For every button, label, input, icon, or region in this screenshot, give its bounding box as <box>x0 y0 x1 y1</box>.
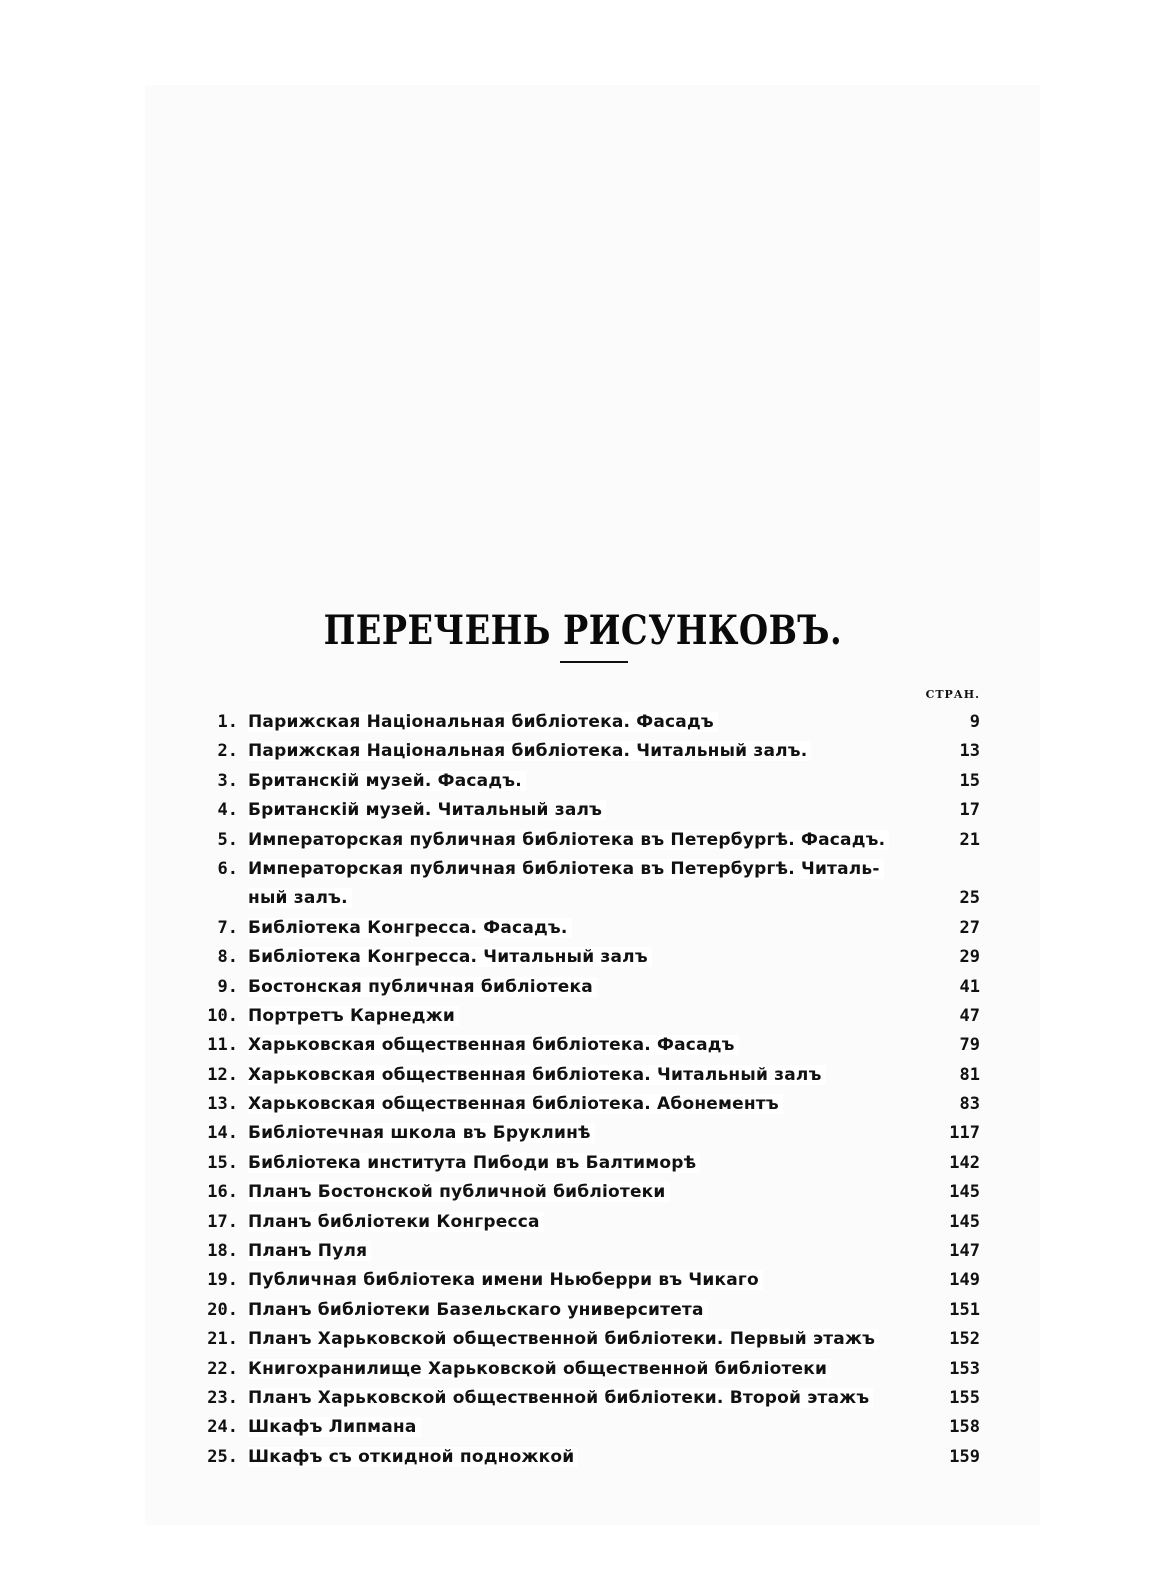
list-item <box>190 1119 990 1148</box>
entry-number: 15. <box>207 1152 238 1173</box>
entry-page-number: 29 <box>959 947 980 968</box>
entry-caption <box>248 1119 913 1148</box>
entry-caption <box>248 1002 913 1031</box>
title-divider <box>560 661 628 663</box>
list-item <box>190 1178 990 1207</box>
entry-caption-text: Шкафъ съ откидной подножкой <box>248 1447 578 1467</box>
entry-page-number: 9 <box>969 712 980 732</box>
entry-page-number: 147 <box>949 1241 980 1262</box>
entry-caption <box>248 1325 913 1354</box>
entry-number: 19. <box>207 1270 238 1291</box>
list-item <box>190 973 990 1002</box>
list-item <box>190 796 990 825</box>
entry-caption-text: Планъ библіотеки Конгресса <box>248 1212 544 1232</box>
list-item <box>190 1090 990 1119</box>
entry-caption-text: Британскій музей. Фасадъ. <box>248 771 526 791</box>
entry-caption-text: Планъ Пуля <box>248 1241 371 1261</box>
page-title: ПЕРЕЧЕНЬ РИСУНКОВЪ. <box>323 606 843 654</box>
entry-number: 22. <box>207 1358 238 1379</box>
page-column-header: СТРАН. <box>925 688 980 701</box>
list-item <box>190 884 990 913</box>
list-item <box>190 855 990 884</box>
entry-caption <box>248 708 913 737</box>
entry-number: 1. <box>217 712 238 732</box>
entry-number: 11. <box>207 1035 238 1056</box>
entry-caption <box>248 1413 913 1442</box>
entry-number: 5. <box>217 829 238 850</box>
entry-page-number: 79 <box>959 1035 980 1056</box>
entry-caption <box>248 1178 913 1207</box>
entry-caption <box>248 1384 913 1413</box>
entry-page-number: 117 <box>949 1123 980 1144</box>
entry-caption <box>248 1237 913 1266</box>
entry-caption-text: Бостонская публичная библіотека <box>248 977 597 997</box>
entry-caption <box>248 1061 913 1090</box>
entry-caption-text: Парижская Національная библіотека. Читальный залъ. <box>248 741 811 761</box>
list-item <box>190 737 990 766</box>
entry-number: 10. <box>207 1005 238 1026</box>
entry-page-number: 149 <box>949 1270 980 1291</box>
list-item <box>190 914 990 943</box>
entries-list <box>190 708 990 1472</box>
list-item <box>190 1208 990 1237</box>
entry-caption-text: Планъ Бостонской публичной библіотеки <box>248 1182 670 1202</box>
entry-number: 14. <box>207 1123 238 1144</box>
entry-caption <box>248 973 913 1002</box>
list-item <box>190 1266 990 1295</box>
entry-number: 4. <box>217 800 238 821</box>
entry-number: 6. <box>217 858 238 879</box>
entry-caption <box>248 737 913 766</box>
entry-page-number: 21 <box>959 829 980 850</box>
entry-caption-text: Планъ Харьковской общественной библіотеки. Второй этажъ <box>248 1388 873 1408</box>
entry-number: 16. <box>207 1182 238 1203</box>
entry-caption <box>248 884 913 913</box>
entry-caption-text: Шкафъ Липмана <box>248 1417 421 1437</box>
entry-caption-text: Публичная библіотека имени Ньюберри въ Чикаго <box>248 1270 763 1290</box>
entry-page-number: 159 <box>949 1446 980 1467</box>
entry-caption-text: Харьковская общественная библіотека. Абонементъ <box>248 1094 783 1114</box>
entry-page-number: 25 <box>959 888 980 909</box>
entry-caption <box>248 855 913 884</box>
entry-number: 9. <box>217 976 238 997</box>
entry-number: 2. <box>217 741 238 762</box>
entry-number: 13. <box>207 1094 238 1115</box>
list-item <box>190 1237 990 1266</box>
entry-number: 3. <box>217 770 238 791</box>
entry-page-number: 152 <box>949 1329 980 1350</box>
entry-caption <box>248 796 913 825</box>
entry-page-number: 158 <box>949 1417 980 1438</box>
entry-caption <box>248 767 913 796</box>
entry-caption <box>248 914 913 943</box>
entry-caption <box>248 943 913 972</box>
entry-page-number: 153 <box>949 1358 980 1379</box>
entry-caption-text: Библіотека Конгресса. Читальный залъ <box>248 947 652 967</box>
entry-caption <box>248 1090 913 1119</box>
entry-caption-text: Планъ Харьковской общественной библіотеки. Первый этажъ <box>248 1329 879 1349</box>
list-item <box>190 826 990 855</box>
entry-caption <box>248 1031 913 1060</box>
entry-page-number: 47 <box>959 1005 980 1026</box>
entry-caption <box>248 1208 913 1237</box>
entry-caption <box>248 1296 913 1325</box>
entry-number: 7. <box>217 917 238 938</box>
entry-caption <box>248 1443 913 1472</box>
list-item <box>190 1002 990 1031</box>
entry-caption-text: Императорская публичная библіотека въ Петербургѣ. Читаль- <box>248 859 884 879</box>
list-item <box>190 1325 990 1354</box>
entry-page-number: 13 <box>959 741 980 762</box>
entry-caption-text: Библіотека Конгресса. Фасадъ. <box>248 918 572 938</box>
entry-caption-text: Книгохранилище Харьковской общественной библіотеки <box>248 1359 831 1379</box>
entry-page-number: 151 <box>949 1299 980 1320</box>
entry-caption-text: Библіотечная школа въ Бруклинѣ <box>248 1123 595 1143</box>
list-item <box>190 943 990 972</box>
entry-page-number: 145 <box>949 1211 980 1232</box>
entry-caption-text: Харьковская общественная библіотека. Фасадъ <box>248 1035 739 1055</box>
entry-caption <box>248 1149 913 1178</box>
entry-caption <box>248 1266 913 1295</box>
entry-number: 20. <box>207 1299 238 1320</box>
list-item <box>190 1384 990 1413</box>
entry-page-number: 145 <box>949 1182 980 1203</box>
entry-number: 18. <box>207 1241 238 1262</box>
list-item <box>190 1355 990 1384</box>
entry-page-number: 41 <box>959 976 980 997</box>
entry-page-number: 15 <box>959 770 980 791</box>
entry-caption-text: Библіотека института Пибоди въ Балтиморѣ <box>248 1153 700 1173</box>
list-item <box>190 708 990 737</box>
list-item <box>190 1443 990 1472</box>
list-item <box>190 1413 990 1442</box>
list-item <box>190 767 990 796</box>
entry-caption-text: Императорская публичная библіотека въ Петербургѣ. Фасадъ. <box>248 830 889 850</box>
entry-caption-text: Харьковская общественная библіотека. Читальный залъ <box>248 1065 826 1085</box>
entry-number: 12. <box>207 1064 238 1085</box>
entry-caption-text: Планъ библіотеки Базельскаго университета <box>248 1300 708 1320</box>
list-item <box>190 1149 990 1178</box>
entry-number: 8. <box>217 947 238 968</box>
entry-caption-text: Британскій музей. Читальный залъ <box>248 800 606 820</box>
entry-number: 17. <box>207 1211 238 1232</box>
list-item <box>190 1296 990 1325</box>
list-item <box>190 1061 990 1090</box>
entry-page-number: 142 <box>949 1152 980 1173</box>
entry-caption-text: Портретъ Карнеджи <box>248 1006 459 1026</box>
entry-page-number: 155 <box>949 1387 980 1408</box>
entry-number: 25. <box>207 1446 238 1467</box>
entry-number: 23. <box>207 1387 238 1408</box>
entry-page-number: 83 <box>959 1094 980 1115</box>
entry-number: 21. <box>207 1329 238 1350</box>
entry-caption-text: ный залъ. <box>248 888 352 908</box>
entry-number: 24. <box>207 1417 238 1438</box>
list-item <box>190 1031 990 1060</box>
entry-page-number: 27 <box>959 917 980 938</box>
entry-caption <box>248 1355 913 1384</box>
entry-caption <box>248 826 913 855</box>
entry-caption-text: Парижская Національная библіотека. Фасадъ <box>248 712 718 732</box>
entry-page-number: 81 <box>959 1064 980 1085</box>
entry-page-number: 17 <box>959 800 980 821</box>
